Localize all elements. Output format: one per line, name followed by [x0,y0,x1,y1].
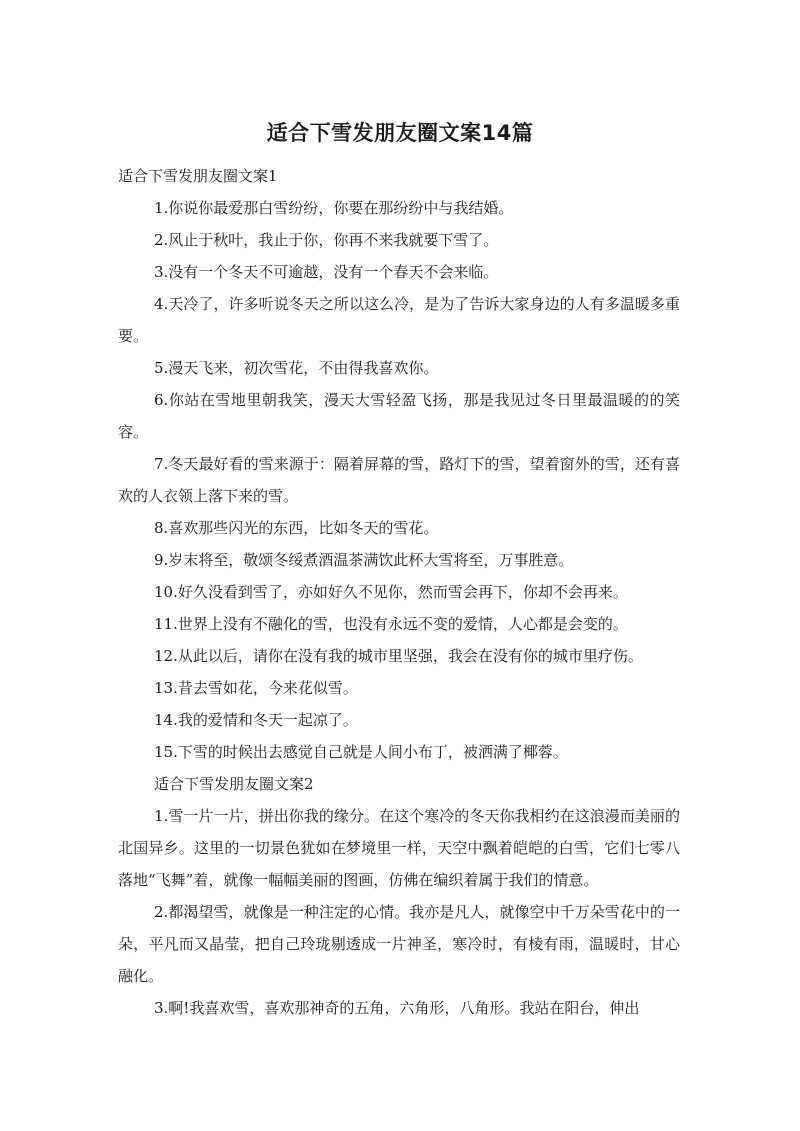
document-body [118,160,680,1024]
section1-item-5: 5.漫天飞来，初次雪花，不由得我喜欢你。 [154,359,439,377]
section1-item-14: 14.我的爱情和冬天一起凉了。 [154,711,358,729]
section1-item-9: 9.岁末将至，敬颂冬绥煮酒温茶满饮此杯大雪将至，万事胜意。 [154,551,574,569]
section1-item-3: 3.没有一个冬天不可逾越，没有一个春天不会来临。 [154,263,499,281]
section1-item-15: 15.下雪的时候出去感觉自己就是人间小布丁，被洒满了椰蓉。 [154,743,568,761]
section2-item-2: 2.都渴望雪，就像是一种注定的心情。我亦是凡人，就像空中千万朵雪花中的一朵，平凡而又晶莹，把自己玲珑剔透成一片神圣，寒冷时，有棱有雨，温暖时，甘心融化。 [118,903,680,985]
section1-item-8: 8.喜欢那些闪光的东西，比如冬天的雪花。 [154,519,439,537]
section1-item-1: 1.你说你最爱那白雪纷纷，你要在那纷纷中与我结婚。 [154,199,514,217]
section1-item-2: 2.风止于秋叶，我止于你，你再不来我就要下雪了。 [154,231,499,249]
section1-item-13: 13.昔去雪如花，今来花似雪。 [154,679,358,697]
section-heading-2: 适合下雪发朋友圈文案2 [154,775,314,793]
section2-item-1: 1.雪一片一片，拼出你我的缘分。在这个寒冷的冬天你我相约在这浪漫而美丽的北国异乡。这里的一切景色犹如在梦境里一样，天空中飘着皑皑的白雪，它们七零八落地“飞舞”着，就像一幅幅美丽的图画，仿佛在编织着属于我们的情意。 [118,807,680,889]
document-title: 适合下雪发朋友圈文案14篇 [266,121,534,145]
section1-item-7: 7.冬天最好看的雪来源于：隔着屏幕的雪，路灯下的雪，望着窗外的雪，还有喜欢的人衣领上落下来的雪。 [118,455,680,505]
section1-item-10: 10.好久没看到雪了，亦如好久不见你，然而雪会再下，你却不会再来。 [154,583,628,601]
section1-item-12: 12.从此以后，请你在没有我的城市里坚强，我会在没有你的城市里疗伤。 [154,647,643,665]
section2-item-3: 3.啊!我喜欢雪，喜欢那神奇的五角，六角形，八角形。我站在阳台，伸出 [154,999,640,1017]
section1-item-6: 6.你站在雪地里朝我笑，漫天大雪轻盈飞扬，那是我见过冬日里最温暖的的笑容。 [118,391,680,441]
section-heading-1: 适合下雪发朋友圈文案1 [118,167,278,185]
section1-item-4: 4.天冷了，许多听说冬天之所以这么冷，是为了告诉大家身边的人有多温暖多重要。 [118,295,680,345]
section1-item-11: 11.世界上没有不融化的雪，也没有永远不变的爱情，人心都是会变的。 [154,615,628,633]
